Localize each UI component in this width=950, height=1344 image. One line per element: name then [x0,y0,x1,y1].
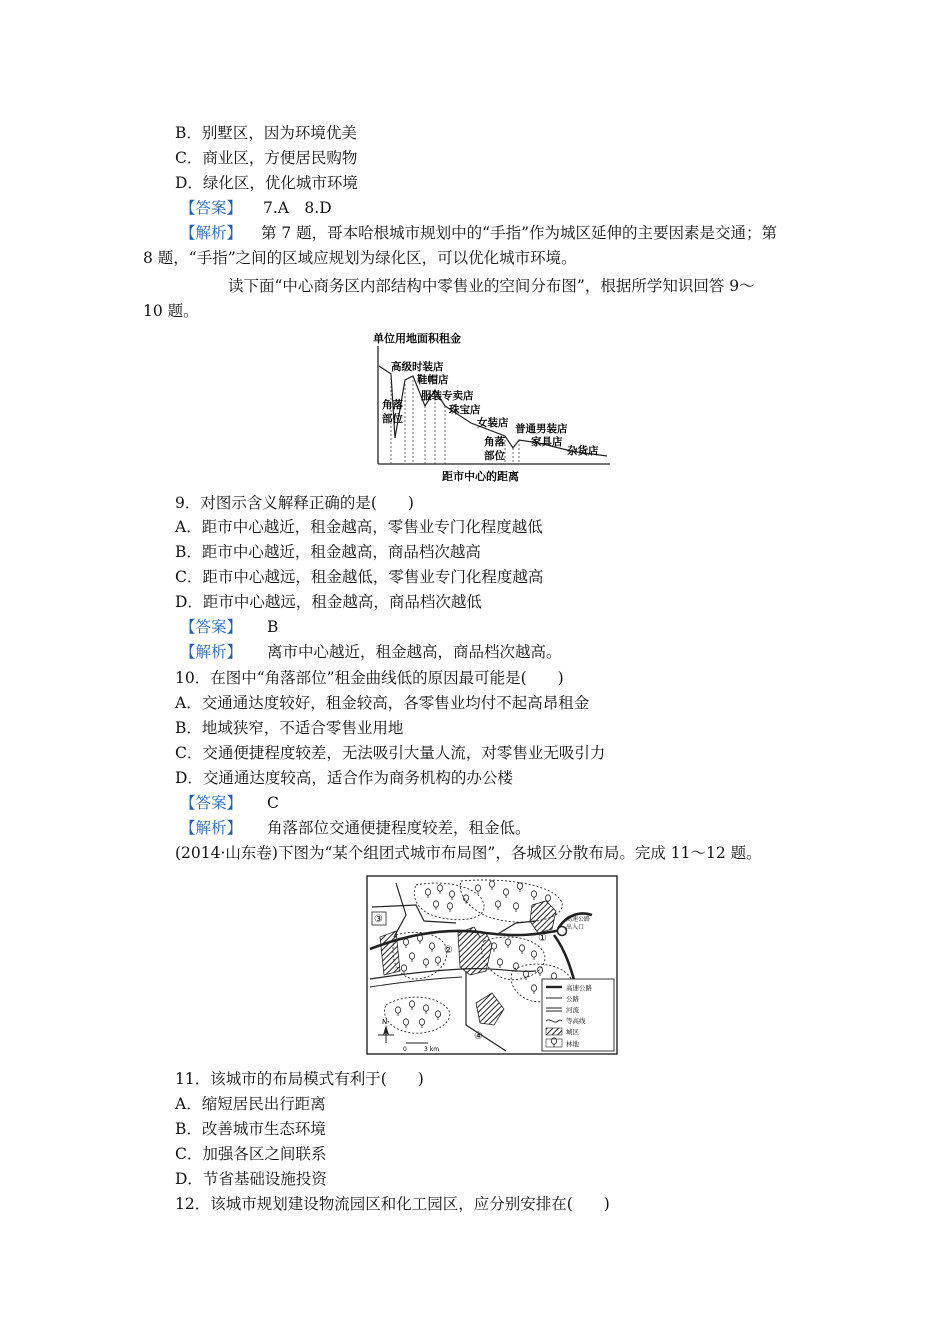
label-women: 女装店 [477,417,509,429]
explain-text: 角落部位交通便捷程度较差，租金低。 [266,819,531,837]
zone-3-label: ③ [374,914,383,925]
x-axis-label: 距市中心的距离 [442,470,519,483]
north-label: N [382,1018,388,1026]
answer-text: C [266,794,279,812]
q9-option-d: D．距市中心越远，租金越高，商品档次越低 [175,593,482,611]
answer-tag: 【答案】 [180,199,243,217]
label-corner1-b: 部位 [382,413,403,425]
q10-explanation [180,818,530,838]
q10-stem: 10．在图中“角落部位”租金曲线低的原因最可能是( ) [175,669,564,687]
label-high-fashion: 高级时装店 [391,361,444,373]
legend-urban: 城区 [566,1028,579,1036]
q8-option-d: D．绿化区，优化城市环境 [175,174,358,192]
q10-option-a: A．交通通达度较好，租金较高，各零售业均付不起高昂租金 [175,694,590,712]
zone-4-label: ④ [474,1031,483,1042]
answer-text: 7.A 8.D [262,199,332,217]
q10-option-b: B．地域狭窄，不适合零售业用地 [175,719,404,737]
label-corner1-a: 角落 [382,399,403,411]
legend-highway: 高速公路 [566,984,592,992]
q9-option-a: A．距市中心越近，租金越高，零售业专门化程度越低 [175,518,543,536]
q78-answer [180,198,332,218]
label-corner2-b: 部位 [484,450,505,462]
rent-distribution-figure [345,328,615,486]
q9-stem: 9．对图示含义解释正确的是( ) [175,494,414,512]
q11-option-d: D．节省基础设施投资 [175,1170,327,1188]
scale-end: 3 km [424,1046,440,1053]
zone-1-label: ① [538,933,547,944]
highway-entrance-label-b: 出入口 [566,924,585,931]
label-menswear: 普通男装店 [515,423,568,435]
q10-option-c: C．交通便捷程度较差，无法吸引大量人流，对零售业无吸引力 [175,744,606,762]
q11-option-b: B．改善城市生态环境 [175,1120,326,1138]
map-legend [542,979,614,1051]
explain-text: 第 7 题，哥本哈根城市规划中的“手指”作为城区延伸的主要因素是交通；第 [260,224,778,242]
label-clothing: 服装专卖店 [421,390,474,402]
q78-explanation-line2: 8 题，“手指”之间的区域应规划为绿化区，可以优化城市环境。 [143,249,577,267]
legend-river: 河流 [566,1006,579,1014]
label-jewelry: 珠宝店 [449,404,481,416]
q78-explanation-line1 [180,223,777,243]
legend-forest: 林地 [566,1040,579,1048]
answer-tag: 【答案】 [180,618,243,636]
q8-option-c: C．商业区，方便居民购物 [175,149,358,167]
q10-answer [180,793,279,813]
q12-stem: 12．该城市规划建设物流园区和化工园区，应分别安排在( ) [175,1195,610,1213]
highway-entrance-label-a: 高速公路 [566,916,591,923]
intro-9-10-line2: 10 题。 [143,302,199,320]
q9-answer [180,617,278,637]
urban-area [380,931,400,975]
q9-explanation [180,642,561,662]
q11-option-c: C．加强各区之间联系 [175,1145,327,1163]
explain-tag: 【解析】 [180,643,243,661]
explain-tag: 【解析】 [180,224,243,242]
intro-11-12: (2014·山东卷)下图为“某个组团式城市布局图”，各城区分散布局。完成 11～12 题。 [175,844,762,862]
scale-zero: 0 [403,1046,407,1053]
legend-road: 公路 [566,995,579,1003]
label-grocery: 杂货店 [567,445,599,457]
q11-stem: 11．该城市的布局模式有利于( ) [175,1070,424,1088]
zone-2-label: ② [444,945,453,956]
intro-9-10-line1: 读下面“中心商务区内部结构中零售业的空间分布图”，根据所学知识回答 9～ [228,277,755,295]
label-corner2-a: 角落 [484,436,505,448]
y-axis-label: 单位用地面积租金 [373,332,461,345]
explain-text: 离市中心越近，租金越高，商品档次越高。 [266,643,562,661]
label-shoes-hats: 鞋帽店 [417,374,449,386]
q11-option-a: A．缩短居民出行距离 [175,1095,326,1113]
answer-text: B [266,618,279,636]
q9-option-b: B．距市中心越近，租金越高，商品档次越高 [175,543,481,561]
answer-tag: 【答案】 [180,794,243,812]
label-furniture: 家具店 [531,436,563,448]
explain-tag: 【解析】 [180,819,243,837]
q10-option-d: D．交通通达度较高，适合作为商务机构的办公楼 [175,769,513,787]
q9-option-c: C．距市中心越远，租金越低，零售业专门化程度越高 [175,568,544,586]
city-layout-map [366,875,618,1055]
legend-contour: 等高线 [566,1017,586,1025]
q8-option-b: B．别墅区，因为环境优美 [175,124,357,142]
